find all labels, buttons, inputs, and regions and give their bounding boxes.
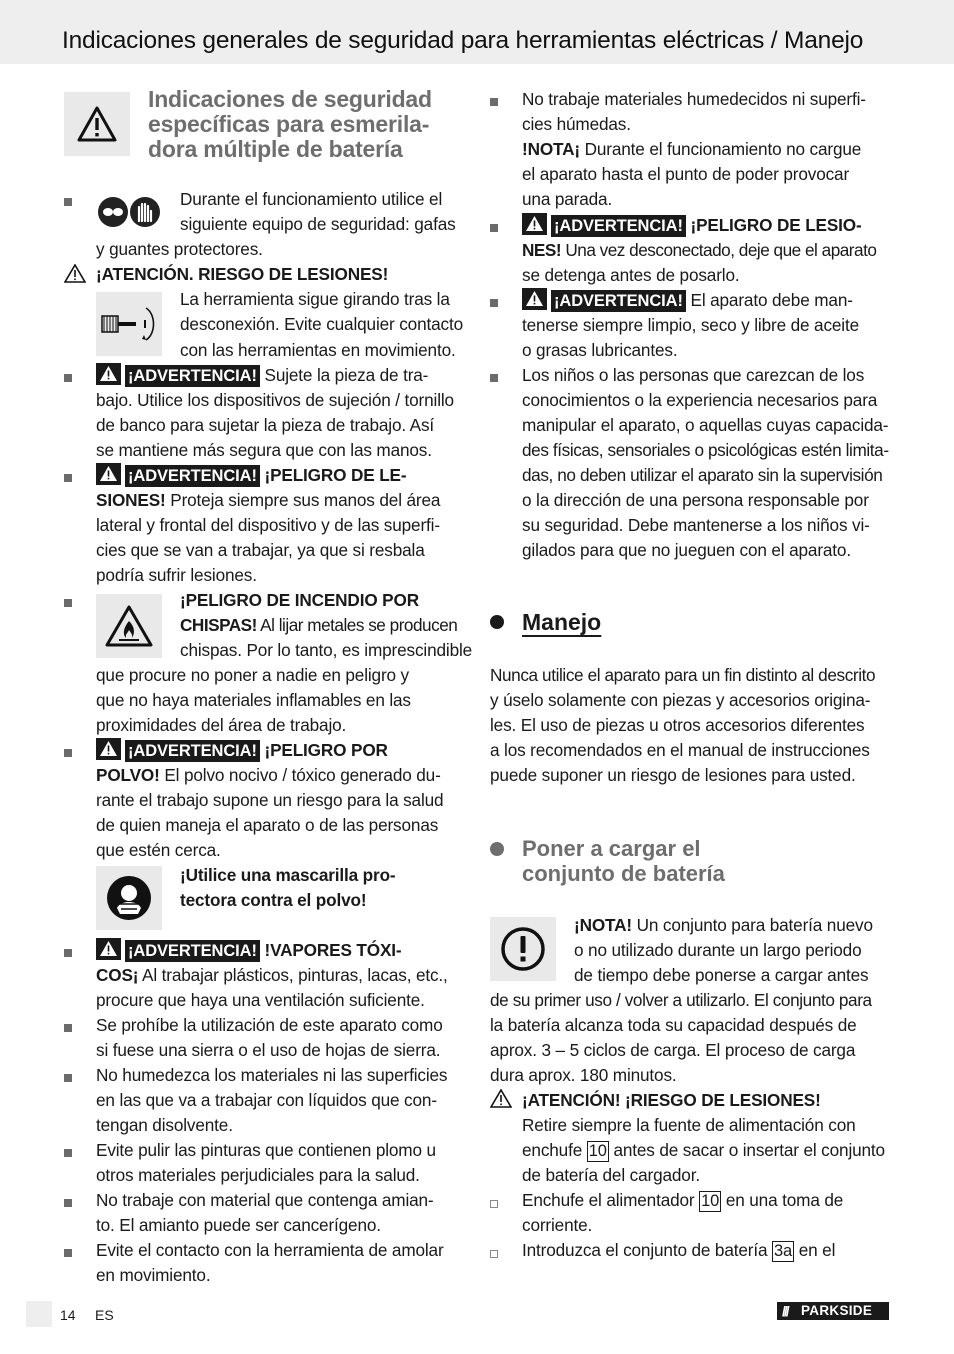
page-number: 14 xyxy=(60,1307,76,1323)
attention-heading: ¡ATENCIÓN! ¡RIESGO DE LESIONES! xyxy=(522,1090,821,1110)
text-line: tectora contra el polvo! xyxy=(180,890,367,910)
text-line: Se prohíbe la utilización de este aparato como xyxy=(96,1015,443,1035)
text-line: dura aprox. 180 minutos. xyxy=(490,1065,677,1085)
text-line: o la dirección de una persona responsable por xyxy=(522,490,869,510)
text-line: de tiempo debe ponerse a cargar antes xyxy=(574,965,869,985)
warning-icon-box xyxy=(64,92,130,156)
step-checkbox xyxy=(490,1250,498,1258)
text-line: bajo. Utilice los dispositivos de sujeción / tornillo xyxy=(96,390,454,410)
page-number-box xyxy=(26,1301,52,1327)
bullet xyxy=(64,599,72,607)
bullet xyxy=(490,299,498,307)
attention-heading: ¡ATENCIÓN. RIESGO DE LESIONES! xyxy=(96,264,389,284)
text-line: y úselo solamente con piezas y accesorios origina- xyxy=(490,690,871,710)
text-line: No humedezca los materiales ni las superficies xyxy=(96,1065,448,1085)
text-line: La herramienta sigue girando tras la xyxy=(180,289,450,309)
warning-icon xyxy=(96,363,121,385)
language-code: ES xyxy=(95,1307,114,1323)
text-line: Introduzca el conjunto de batería 3a en el xyxy=(522,1240,836,1260)
text-line: y guantes protectores. xyxy=(96,239,263,259)
text-line: de su primer uso / volver a utilizarlo. El conjunto para xyxy=(490,990,872,1010)
text-line: das, no deben utilizar el aparato sin la supervisión xyxy=(522,465,883,485)
warning-icon xyxy=(64,264,86,283)
text-line: otros materiales perjudiciales para la salud. xyxy=(96,1165,420,1185)
bullet xyxy=(64,949,72,957)
text-line: o grasas lubricantes. xyxy=(522,340,678,360)
text-line: cies húmedas. xyxy=(522,114,631,134)
warning-icon xyxy=(96,738,121,760)
fire-icon-box xyxy=(96,594,162,658)
page-title: Indicaciones generales de seguridad para herramientas eléctricas / Manejo xyxy=(62,27,864,54)
text-line: conocimientos o la experiencia necesarios para xyxy=(522,390,878,410)
advertencia-label: ¡ADVERTENCIA! xyxy=(125,465,260,487)
text-line: el aparato hasta el punto de poder provocar xyxy=(522,164,850,184)
text-line: su seguridad. Debe mantenerse a los niños vi- xyxy=(522,515,870,535)
text-line: la batería alcanza toda su capacidad después de xyxy=(490,1015,857,1035)
text-line: desconexión. Evite cualquier contacto xyxy=(180,314,463,334)
bullet xyxy=(490,98,498,106)
section-heading: Indicaciones de seguridad específicas para esmerila- dora múltiple de batería xyxy=(148,86,432,162)
ppe-icon-box xyxy=(96,194,162,230)
text-line: NES! Una vez desconectado, deje que el aparato xyxy=(522,240,877,260)
reference-number: 10 xyxy=(588,1142,607,1160)
bullet xyxy=(64,749,72,757)
text-line: Evite el contacto con la herramienta de amolar xyxy=(96,1240,444,1260)
text-line: chispas. Por lo tanto, es imprescindible xyxy=(180,640,473,660)
advertencia-label: ¡ADVERTENCIA! xyxy=(125,940,260,962)
warning-line: ¡ADVERTENCIA! El aparato debe man- xyxy=(522,288,853,313)
text-line: Durante el funcionamiento utilice el xyxy=(180,189,443,209)
warning-icon xyxy=(522,213,547,235)
brand-logo: /// PARKSIDE xyxy=(777,1302,889,1320)
step-checkbox xyxy=(490,1200,498,1208)
reference-number: 3a xyxy=(774,1242,793,1260)
rotating-tool-icon xyxy=(100,302,158,346)
text-line: con las herramientas en movimiento. xyxy=(180,340,456,360)
fire-hazard-icon xyxy=(105,605,153,647)
text-line: en movimiento. xyxy=(96,1265,211,1285)
text-line: aprox. 3 – 5 ciclos de carga. El proceso de carga xyxy=(490,1040,856,1060)
advertencia-label: ¡ADVERTENCIA! xyxy=(551,215,686,237)
text-line: tengan disolvente. xyxy=(96,1115,233,1135)
bullet xyxy=(64,1024,72,1032)
text-line: se detenga antes de posarlo. xyxy=(522,265,740,285)
text-line: Los niños o las personas que carezcan de los xyxy=(522,365,865,385)
text-line: corriente. xyxy=(522,1215,593,1235)
text-line: lateral y frontal del dispositivo y de las superfi- xyxy=(96,515,440,535)
text-line: CHISPAS! Al lijar metales se producen xyxy=(180,615,458,635)
text-line: enchufe 10 antes de sacar o insertar el conjunto xyxy=(522,1140,885,1160)
text-line: en las que va a trabajar con líquidos que con- xyxy=(96,1090,437,1110)
bullet xyxy=(64,374,72,382)
text-line: que procure no poner a nadie en peligro y xyxy=(96,665,410,685)
text-line: podría sufrir lesiones. xyxy=(96,565,257,585)
text-line: procure que haya una ventilación suficiente. xyxy=(96,990,425,1010)
section-dot xyxy=(490,842,504,856)
bullet xyxy=(490,224,498,232)
text-line: o no utilizado durante un largo periodo xyxy=(574,940,862,960)
text-line: les. El uso de piezas u otros accesorios diferentes xyxy=(490,715,865,735)
text-line: !NOTA¡ Durante el funcionamiento no cargue xyxy=(522,139,862,159)
goggles-gloves-icon xyxy=(97,195,161,229)
text-line: manipular el aparato, o aquellas cuyas capacida- xyxy=(522,415,889,435)
text-line: des físicas, sensoriales o psicológicas estén limita- xyxy=(522,440,889,460)
bullet xyxy=(64,1249,72,1257)
text-line: COS¡ Al trabajar plásticos, pinturas, lacas, etc., xyxy=(96,965,448,985)
warning-line: ¡ADVERTENCIA! ¡PELIGRO POR xyxy=(96,738,388,763)
note-icon-box xyxy=(490,917,556,981)
bullet xyxy=(64,1074,72,1082)
text-line: siguiente equipo de seguridad: gafas xyxy=(180,214,456,234)
text-line: Enchufe el alimentador 10 en una toma de xyxy=(522,1190,844,1210)
text-line: ¡NOTA! Un conjunto para batería nuevo xyxy=(574,915,873,935)
manejo-heading: Manejo xyxy=(522,609,602,635)
text-line: proximidades del área de trabajo. xyxy=(96,715,347,735)
text-line: de batería del cargador. xyxy=(522,1165,700,1185)
reference-number: 10 xyxy=(701,1192,720,1210)
text-line: No trabaje materiales humedecidos ni superfi- xyxy=(522,89,866,109)
text-line: se mantiene más segura que con las manos. xyxy=(96,440,432,460)
dust-mask-icon xyxy=(105,874,153,922)
brand-stripes-icon: /// xyxy=(782,1303,788,1319)
text-line: tenerse siempre limpio, seco y libre de aceite xyxy=(522,315,860,335)
text-line: a los recomendados en el manual de instrucciones xyxy=(490,740,870,760)
text-line: Evite pulir las pinturas que contienen plomo u xyxy=(96,1140,436,1160)
advertencia-label: ¡ADVERTENCIA! xyxy=(125,365,260,387)
advertencia-label: ¡ADVERTENCIA! xyxy=(551,290,686,312)
text-line: to. El amianto puede ser cancerígeno. xyxy=(96,1215,381,1235)
bullet xyxy=(64,1149,72,1157)
warning-line: ¡ADVERTENCIA! ¡PELIGRO DE LE- xyxy=(96,463,406,488)
text-line: de quien maneja el aparato o de las personas xyxy=(96,815,439,835)
warning-line: ¡ADVERTENCIA! Sujete la pieza de tra- xyxy=(96,363,428,388)
text-line: ¡PELIGRO DE INCENDIO POR xyxy=(180,590,419,610)
section-dot xyxy=(490,615,504,629)
rotating-tool-icon-box xyxy=(96,292,162,356)
warning-icon xyxy=(490,1089,512,1108)
warning-icon xyxy=(522,288,547,310)
text-line: una parada. xyxy=(522,189,613,209)
bullet xyxy=(64,474,72,482)
text-line: rante el trabajo supone un riesgo para la salud xyxy=(96,790,444,810)
text-line: que no haya materiales inflamables en las xyxy=(96,690,411,710)
text-line: ¡Utilice una mascarilla pro- xyxy=(180,865,396,885)
text-line: Retire siempre la fuente de alimentación con xyxy=(522,1115,856,1135)
warning-icon xyxy=(96,938,121,960)
bullet xyxy=(64,1199,72,1207)
warning-line: ¡ADVERTENCIA! !VAPORES TÓXI- xyxy=(96,938,402,963)
text-line: No trabaje con material que contenga amian- xyxy=(96,1190,434,1210)
exclamation-circle-icon xyxy=(500,926,546,972)
warning-triangle-icon xyxy=(77,106,117,142)
text-line: de banco para sujetar la pieza de trabajo. Así xyxy=(96,415,435,435)
advertencia-label: ¡ADVERTENCIA! xyxy=(125,740,260,762)
text-line: cies que se van a trabajar, ya que si resbala xyxy=(96,540,425,560)
text-line: que estén cerca. xyxy=(96,840,221,860)
text-line: POLVO! El polvo nocivo / tóxico generado du- xyxy=(96,765,441,785)
text-line: gilados para que no jueguen con el aparato. xyxy=(522,540,851,560)
text-line: Nunca utilice el aparato para un fin distinto al descrito xyxy=(490,665,876,685)
text-line: puede suponer un riesgo de lesiones para usted. xyxy=(490,765,856,785)
warning-line: ¡ADVERTENCIA! ¡PELIGRO DE LESIO- xyxy=(522,213,862,238)
bullet xyxy=(490,374,498,382)
text-line: SIONES! Proteja siempre sus manos del área xyxy=(96,490,441,510)
bullet xyxy=(64,198,72,206)
mask-icon-box xyxy=(96,866,162,930)
subsection-heading: Poner a cargar el conjunto de batería xyxy=(522,836,725,886)
text-line: si fuese una sierra o el uso de hojas de sierra. xyxy=(96,1040,441,1060)
warning-icon xyxy=(96,463,121,485)
